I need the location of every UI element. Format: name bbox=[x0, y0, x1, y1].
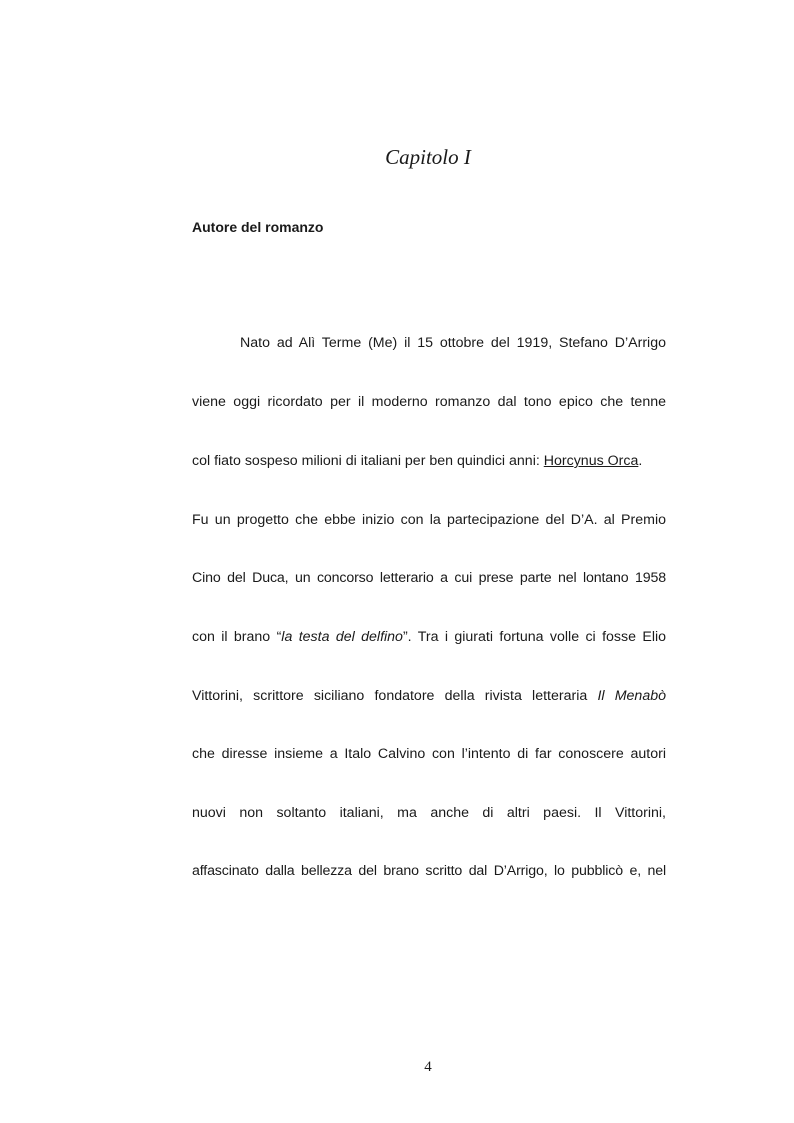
paragraph-line: Fu un progetto che ebbe inizio con la partecipazione del D’A. al Premio bbox=[192, 512, 666, 528]
work-title-la-testa-del-delfino: la testa del delfino bbox=[281, 629, 403, 645]
paragraph-line: Cino del Duca, un concorso letterario a cui prese parte nel lontano 1958 bbox=[192, 570, 666, 586]
paragraph-line: nuovi non soltanto italiani, ma anche di altri paesi. Il Vittorini, bbox=[192, 805, 666, 821]
line-text: . bbox=[638, 453, 643, 469]
line-text: Vittorini, scrittore siciliano fondatore della rivista letteraria bbox=[192, 688, 598, 704]
chapter-title: Capitolo I bbox=[385, 145, 471, 169]
section-heading: Autore del romanzo bbox=[192, 219, 324, 235]
paragraph-line: Nato ad Alì Terme (Me) il 15 ottobre del 1919, Stefano D’Arrigo bbox=[240, 335, 666, 351]
line-text: ”. Tra i giurati fortuna volle ci fosse Elio bbox=[402, 629, 667, 645]
paragraph-line bbox=[192, 451, 666, 471]
book-title-horcynus-orca: Horcynus Orca bbox=[543, 453, 639, 469]
paragraph-line: che diresse insieme a Italo Calvino con l’intento di far conoscere autori bbox=[192, 746, 666, 762]
paragraph-line bbox=[192, 686, 666, 706]
paragraph-line: affascinato dalla bellezza del brano scritto dal D’Arrigo, lo pubblicò e, nel bbox=[192, 863, 666, 879]
page-number: 4 bbox=[424, 1059, 432, 1075]
paragraph-line: viene oggi ricordato per il moderno romanzo dal tono epico che tenne bbox=[192, 394, 666, 410]
line-text: col fiato sospeso milioni di italiani per ben quindici anni: bbox=[192, 453, 544, 469]
magazine-title-il-menabo: Il Menabò bbox=[597, 688, 666, 704]
paragraph-line bbox=[192, 627, 666, 647]
line-text: con il brano “ bbox=[192, 629, 282, 645]
